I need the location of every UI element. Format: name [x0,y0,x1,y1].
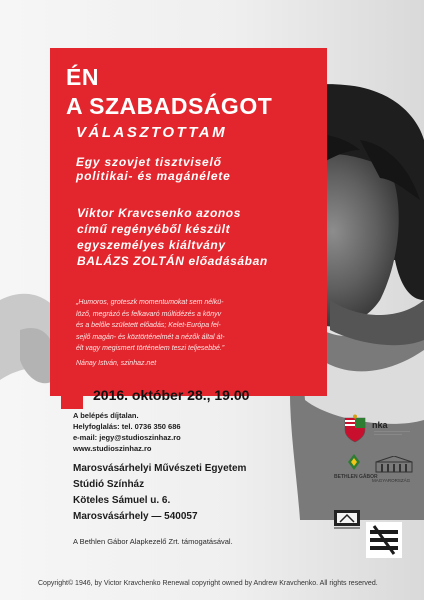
phone-link[interactable]: Helyfoglalás: tel. 0736 350 686 [73,422,181,431]
quote-line: löző, megrázó és felkavaró múltidézés a könyv [76,310,222,318]
title-line-3: VÁLASZTOTTAM [76,124,228,141]
quote-line: élt vagy megismert történelem teszi teljesebbé.” [76,345,225,352]
event-date: 2016. október 28., 19.00 [93,387,250,403]
venue [73,461,246,525]
email-link[interactable]: e-mail: jegy@studioszinhaz.ro [73,433,181,442]
bethlen-label: BETHLEN GÁBOR [334,474,378,480]
title-line-1: ÉN [66,64,99,90]
nka-subtitle-lines [374,430,410,436]
description-line: Viktor Kravcsenko azonos [77,206,242,220]
subtitle [76,155,231,183]
quote-author: Nánay István, szinhaz.net [76,360,157,367]
venue-line: Marosvásárhelyi Művészeti Egyetem [73,463,247,474]
building-logo-label: MAGYARORSZÁG [372,478,411,483]
website-link[interactable]: www.studioszinhaz.ro [73,444,152,453]
ticket-info [73,410,181,454]
theatre-logo-icon [334,510,360,530]
quote-line: és a belőle született előadás; Kelet-Európa fel- [76,322,221,329]
date-marker [61,389,83,409]
venue-line: Marosvásárhely — 540057 [73,511,198,522]
description-line: BALÁZS ZOLTÁN előadásában [77,254,268,268]
building-logo-icon [374,456,414,474]
quote-line: sejlő magán- és köztörténelmét a nézők által át- [76,333,225,341]
venue-line: Stúdió Színház [73,479,145,490]
description-line: egyszemélyes kiáltvány [77,238,226,252]
title-line-2: A SZABADSÁGOT [66,93,273,119]
copyright: Copyright© 1946, by Victor Kravchenko Renewal copyright owned by Andrew Kravchenko. All rights reserved. [38,580,378,587]
info-line: A belépés díjtalan. [73,411,139,420]
sponsor-text: A Bethlen Gábor Alapkezelő Zrt. támogatásával. [73,537,233,546]
quote-line: „Humoros, groteszk momentumokat sem nélkü- [76,299,224,306]
bethlen-logo-icon [338,452,370,474]
description-line: című regényéből készült [77,222,231,236]
subtitle-line: Egy szovjet tisztviselő [76,155,222,169]
subtitle-line: politikai- és magánélete [76,169,231,183]
description [77,205,268,269]
university-logo-icon [366,522,402,558]
sponsor-logos [330,410,424,570]
quote [76,297,225,355]
nka-logo: nka [372,420,388,430]
coat-of-arms-icon [342,414,368,444]
venue-line: Köteles Sámuel u. 6. [73,495,171,506]
